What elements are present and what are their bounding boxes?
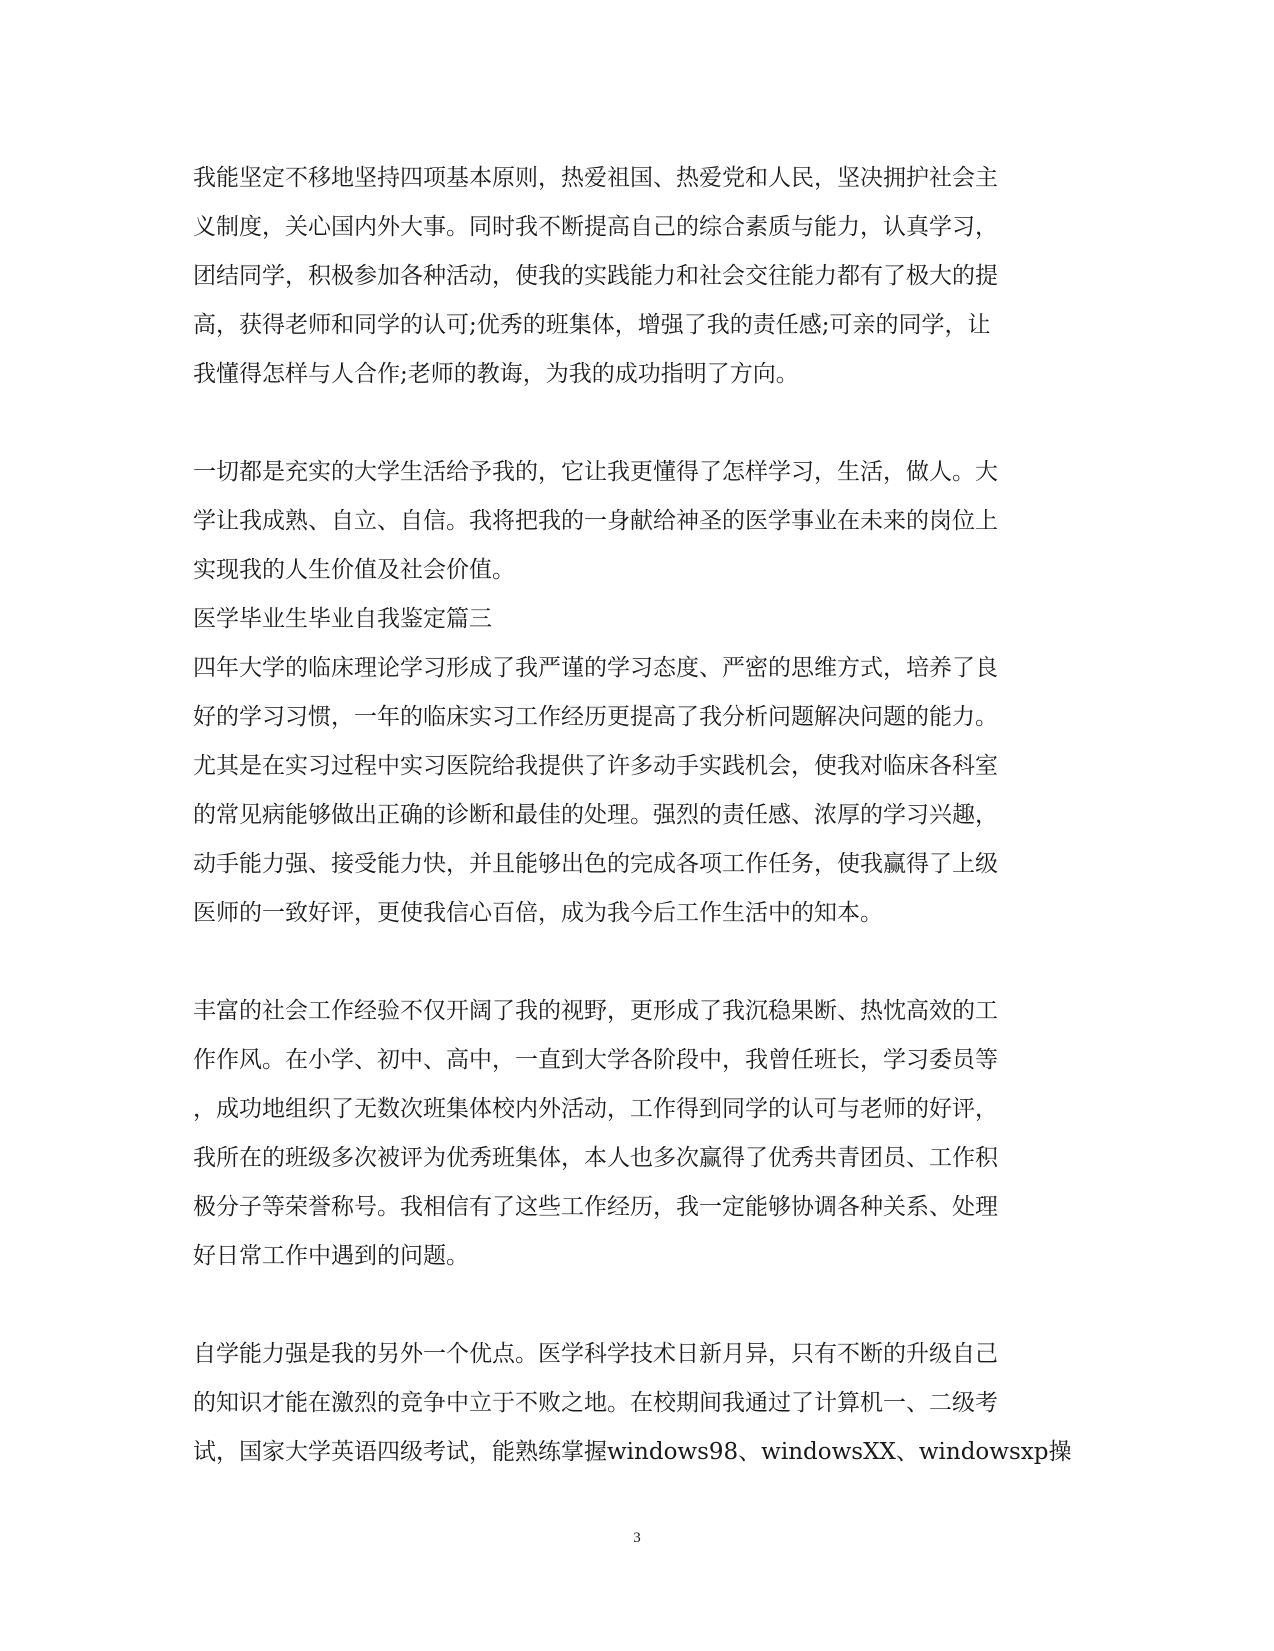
text-line: 实现我的人生价值及社会价值。: [193, 557, 515, 583]
text-line: 好的学习习惯，一年的临床实习工作经历更提高了我分析问题解决问题的能力。: [193, 704, 998, 730]
text-line: 一切都是充实的大学生活给予我的，它让我更懂得了怎样学习，生活，做人。大: [193, 459, 998, 485]
text-line: 四年大学的临床理论学习形成了我严谨的学习态度、严密的思维方式，培养了良: [193, 655, 998, 681]
paragraph-spacer: [193, 1281, 1073, 1330]
text-line: 作作风。在小学、初中、高中，一直到大学各阶段中，我曾任班长，学习委员等: [193, 1047, 998, 1073]
paragraph: [193, 987, 1073, 1281]
section-heading: [193, 595, 1073, 644]
text-line: 我所在的班级多次被评为优秀班集体，本人也多次赢得了优秀共青团员、工作积: [193, 1145, 998, 1171]
page-number: 3: [633, 1530, 641, 1546]
paragraph: [193, 644, 1073, 938]
text-line: 团结同学，积极参加各种活动，使我的实践能力和社会交往能力都有了极大的提: [193, 263, 998, 289]
paragraph: [193, 154, 1073, 399]
text-line: 好日常工作中遇到的问题。: [193, 1243, 469, 1269]
text-line: 的常见病能够做出正确的诊断和最佳的处理。强烈的责任感、浓厚的学习兴趣，: [193, 802, 998, 828]
document-body: [193, 154, 1073, 1477]
text-line: 极分子等荣誉称号。我相信有了这些工作经历，我一定能够协调各种关系、处理: [193, 1194, 998, 1220]
paragraph: [193, 448, 1073, 595]
text-line: ，成功地组织了无数次班集体校内外活动，工作得到同学的认可与老师的好评，: [193, 1096, 998, 1122]
paragraph: [193, 1330, 1073, 1477]
paragraph-spacer: [193, 399, 1073, 448]
text-line: 义制度，关心国内外大事。同时我不断提高自己的综合素质与能力，认真学习，: [193, 214, 998, 240]
text-line: 尤其是在实习过程中实习医院给我提供了许多动手实践机会，使我对临床各科室: [193, 753, 998, 779]
text-line: 自学能力强是我的另外一个优点。医学科学技术日新月异，只有不断的升级自己: [193, 1341, 998, 1367]
text-line: 学让我成熟、自立、自信。我将把我的一身献给神圣的医学事业在未来的岗位上: [193, 508, 998, 534]
text-line: 高，获得老师和同学的认可;优秀的班集体，增强了我的责任感;可亲的同学，让: [193, 312, 991, 338]
text-line: 医学毕业生毕业自我鉴定篇三: [193, 606, 492, 632]
text-line: 我能坚定不移地坚持四项基本原则，热爱祖国、热爱党和人民，坚决拥护社会主: [193, 165, 998, 191]
text-line: 丰富的社会工作经验不仅开阔了我的视野，更形成了我沉稳果断、热忱高效的工: [193, 998, 998, 1024]
text-line: 医师的一致好评，更使我信心百倍，成为我今后工作生活中的知本。: [193, 900, 883, 926]
text-line: 我懂得怎样与人合作;老师的教诲，为我的成功指明了方向。: [193, 361, 799, 387]
text-line: 的知识才能在激烈的竞争中立于不败之地。在校期间我通过了计算机一、二级考: [193, 1390, 998, 1416]
text-line: 试，国家大学英语四级考试，能熟练掌握windows98、windowsXX、windowsxp操: [193, 1439, 1072, 1465]
text-line: 动手能力强、接受能力快，并且能够出色的完成各项工作任务，使我赢得了上级: [193, 851, 998, 877]
paragraph-spacer: [193, 938, 1073, 987]
